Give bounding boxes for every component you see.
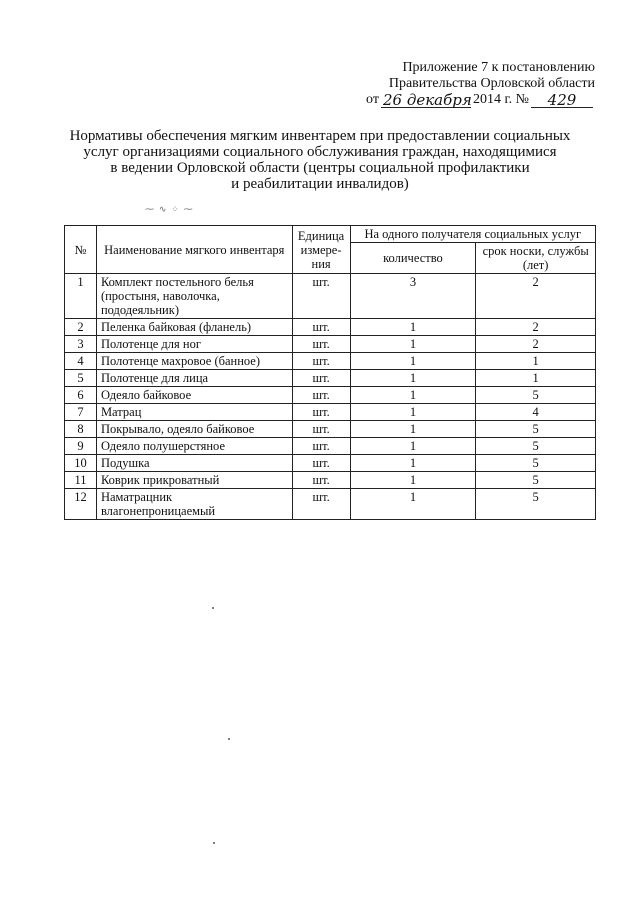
- table-row: [65, 421, 596, 438]
- cell-unit: шт.: [292, 336, 350, 353]
- cell-name: Полотенце для ног: [96, 336, 292, 353]
- cell-term: 2: [476, 336, 596, 353]
- cell-name: Одеяло байковое: [96, 387, 292, 404]
- cell-num: 9: [65, 438, 97, 455]
- cell-num: 5: [65, 370, 97, 387]
- cell-name: Коврик прикроватный: [96, 472, 292, 489]
- approval-header: [345, 60, 595, 108]
- cell-quantity: 1: [350, 387, 476, 404]
- table-row: [65, 336, 596, 353]
- cell-term: 2: [476, 319, 596, 336]
- cell-unit: шт.: [292, 353, 350, 370]
- government-line: Правительства Орловской области: [388, 76, 595, 91]
- cell-term: 5: [476, 472, 596, 489]
- cell-num: 8: [65, 421, 97, 438]
- table-row: [65, 472, 596, 489]
- title-line-3: в ведении Орловской области (центры социальной профилактики: [110, 160, 530, 176]
- cell-term: 1: [476, 353, 596, 370]
- table-row: [65, 438, 596, 455]
- cell-num: 6: [65, 387, 97, 404]
- cell-unit: шт.: [292, 489, 350, 520]
- cell-term: 5: [476, 455, 596, 472]
- cell-quantity: 1: [350, 404, 476, 421]
- cell-num: 12: [65, 489, 97, 520]
- cell-unit: шт.: [292, 421, 350, 438]
- cell-num: 1: [65, 274, 97, 319]
- table-row: [65, 353, 596, 370]
- header-name: Наименование мягкого инвентаря: [96, 226, 292, 274]
- title-line-2: услуг организациями социального обслуживания граждан, находящимися: [83, 144, 557, 160]
- cell-quantity: 1: [350, 472, 476, 489]
- cell-name: Одеяло полушерстяное: [96, 438, 292, 455]
- table-row: [65, 455, 596, 472]
- decree-date-number: [345, 92, 595, 108]
- cell-unit: шт.: [292, 274, 350, 319]
- cell-quantity: 1: [350, 353, 476, 370]
- document-title: [60, 128, 580, 192]
- cell-term: 5: [476, 438, 596, 455]
- cell-term: 5: [476, 421, 596, 438]
- cell-unit: шт.: [292, 319, 350, 336]
- cell-name: Наматрацник влагонепроницаемый: [96, 489, 292, 520]
- cell-quantity: 1: [350, 438, 476, 455]
- header-term: срок носки, службы (лет): [476, 243, 596, 274]
- cell-unit: шт.: [292, 455, 350, 472]
- cell-num: 10: [65, 455, 97, 472]
- header-unit: Единица измере-ния: [292, 226, 350, 274]
- cell-quantity: 1: [350, 319, 476, 336]
- header-num: №: [65, 226, 97, 274]
- cell-num: 4: [65, 353, 97, 370]
- table-row: [65, 370, 596, 387]
- scan-speck: [212, 607, 214, 609]
- cell-unit: шт.: [292, 438, 350, 455]
- cell-num: 3: [65, 336, 97, 353]
- cell-unit: шт.: [292, 370, 350, 387]
- header-group: На одного получателя социальных услуг: [350, 226, 595, 243]
- cell-quantity: 1: [350, 455, 476, 472]
- year-number-label: 2014 г. №: [472, 92, 529, 107]
- cell-num: 7: [65, 404, 97, 421]
- cell-unit: шт.: [292, 404, 350, 421]
- table-header-row: [65, 226, 596, 243]
- cell-term: 5: [476, 489, 596, 520]
- header-quantity: количество: [350, 243, 476, 274]
- table-row: [65, 274, 596, 319]
- table-row: [65, 387, 596, 404]
- cell-name: Комплект постельного белья (простыня, наволочка, пододеяльник): [96, 274, 292, 319]
- cell-quantity: 1: [350, 489, 476, 520]
- cell-term: 2: [476, 274, 596, 319]
- table-row: [65, 489, 596, 520]
- scan-mark: ⁓ ∿ ⁘ ⁓: [145, 205, 194, 215]
- title-line-4: и реабилитации инвалидов): [231, 176, 409, 192]
- cell-name: Пеленка байковая (фланель): [96, 319, 292, 336]
- cell-term: 4: [476, 404, 596, 421]
- appendix-line: Приложение 7 к постановлению: [402, 60, 595, 75]
- inventory-norms-table: [64, 225, 596, 520]
- table-row: [65, 404, 596, 421]
- handwritten-date: 26 декабря: [382, 91, 472, 109]
- cell-quantity: 3: [350, 274, 476, 319]
- cell-unit: шт.: [292, 387, 350, 404]
- cell-name: Полотенце махровое (банное): [96, 353, 292, 370]
- cell-num: 11: [65, 472, 97, 489]
- cell-name: Покрывало, одеяло байковое: [96, 421, 292, 438]
- title-line-1: Нормативы обеспечения мягким инвентарем при предоставлении социальных: [69, 128, 571, 144]
- table-row: [65, 319, 596, 336]
- cell-term: 5: [476, 387, 596, 404]
- cell-term: 1: [476, 370, 596, 387]
- cell-name: Полотенце для лица: [96, 370, 292, 387]
- handwritten-decree-number: 429: [531, 93, 593, 108]
- cell-num: 2: [65, 319, 97, 336]
- cell-quantity: 1: [350, 370, 476, 387]
- from-label: от: [366, 92, 379, 107]
- cell-quantity: 1: [350, 336, 476, 353]
- cell-unit: шт.: [292, 472, 350, 489]
- cell-quantity: 1: [350, 421, 476, 438]
- cell-name: Матрац: [96, 404, 292, 421]
- scan-speck: [228, 738, 230, 740]
- cell-name: Подушка: [96, 455, 292, 472]
- scan-speck: [213, 842, 215, 844]
